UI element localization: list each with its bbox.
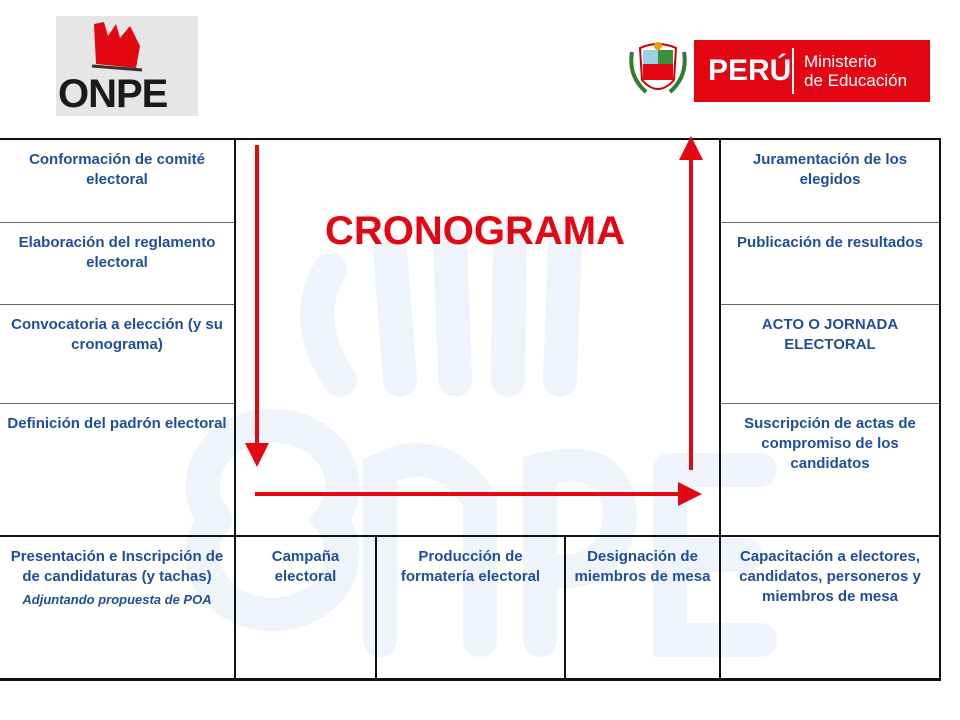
bottom-step-1-text: Presentación e Inscripción de de candidaturas (y tachas) — [10, 548, 224, 585]
peru-label: PERÚ — [708, 54, 792, 87]
right-step-2: Publicación de resultados — [737, 234, 923, 251]
bottom-step-2: Campaña electoral — [271, 548, 340, 585]
left-step-3: Convocatoria a elección (y su cronograma) — [11, 316, 223, 353]
right-step-1: Juramentación de los elegidos — [752, 151, 908, 188]
bottom-step-1-note: Adjuntando propuesta de POA — [22, 592, 212, 607]
bottom-step-3: Producción de formatería electoral — [400, 548, 541, 585]
left-step-2: Elaboración del reglamento electoral — [18, 234, 216, 271]
left-step-1: Conformación de comité electoral — [29, 151, 205, 188]
onpe-wordmark: ONPE — [58, 72, 168, 116]
bottom-step-4: Designación de miembros de mesa — [574, 548, 711, 585]
right-step-4: Suscripción de actas de compromiso de los candidatos — [744, 415, 916, 472]
right-step-3: ACTO O JORNADA ELECTORAL — [761, 316, 899, 353]
diagram-title: CRONOGRAMA — [325, 209, 625, 253]
ministerio-line-1: Ministerio — [804, 52, 877, 71]
ministerio-line-2: de Educación — [804, 71, 908, 90]
bottom-step-5: Capacitación a electores, candidatos, personeros y miembros de mesa — [739, 548, 921, 605]
left-step-4: Definición del padrón electoral — [7, 415, 227, 432]
